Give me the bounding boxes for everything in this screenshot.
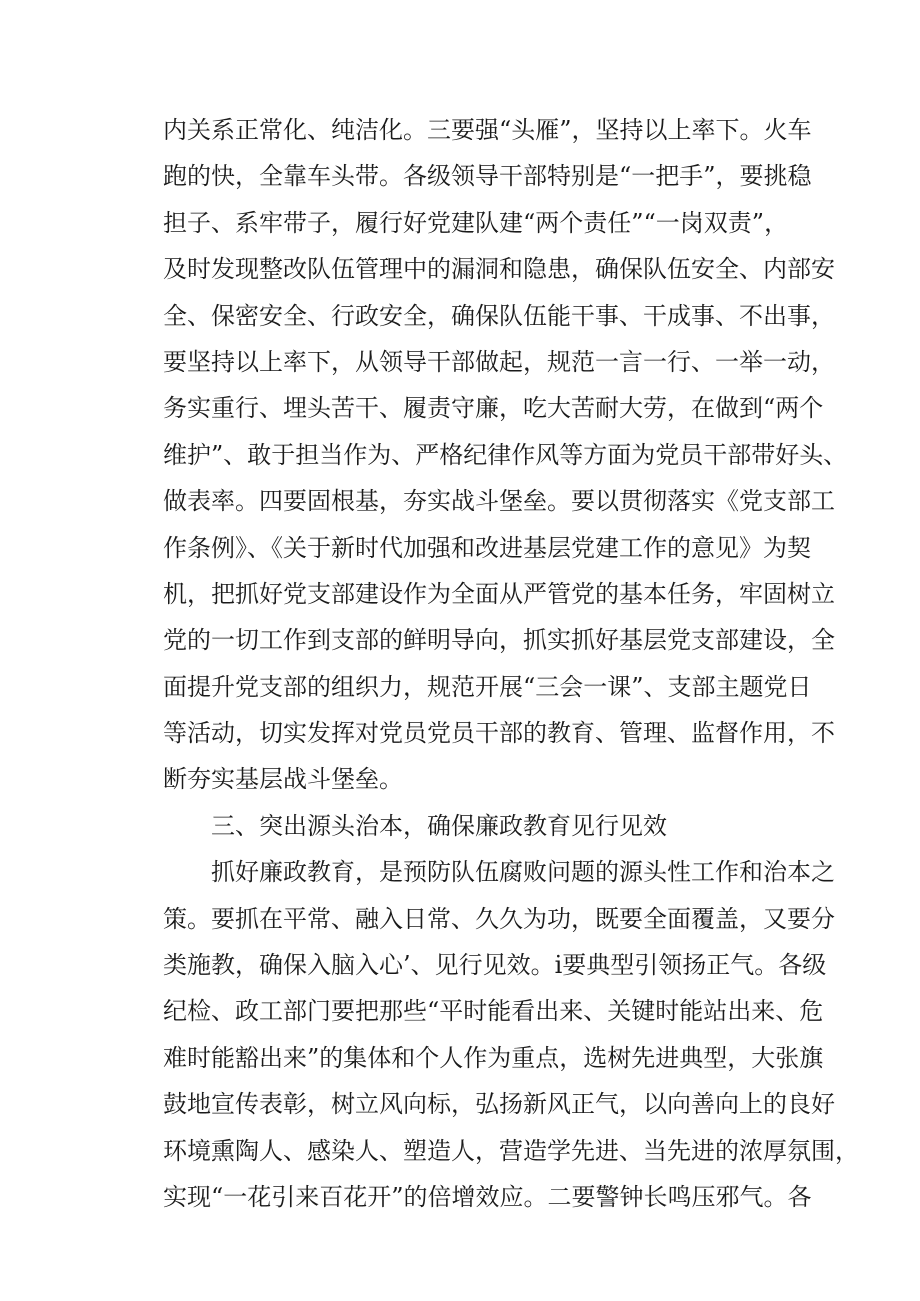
text-line: 三、突出源头治本，确保廉政教育见行见效 [211,811,667,840]
text-line: 等活动，切实发挥对党员党员干部的教育、管理、监督作用，不 [163,719,835,748]
text-line: 维护”、敢于担当作为、严格纪律作风等方面为党员干部带好头、 [163,440,848,469]
text-line: 党的一切工作到支部的鲜明导向，抓实抓好基层党支部建设，全 [163,626,835,655]
text-line: 纪检、政工部门要把那些“平时能看出来、关键时能站出来、危 [163,997,824,1026]
text-line: 环境熏陶人、感染人、塑造人，营造学先进、当先进的浓厚氛围， [163,1136,859,1165]
text-line: 内关系正常化、纯洁化。三要强“头雁”，坚持以上率下。火车 [163,116,812,144]
text-line: 鼓地宣传表彰，树立风向标，弘扬新风正气，以向善向上的良好 [163,1090,835,1119]
text-line: 跑的快，全靠车头带。各级领导干部特别是“一把手”，要挑稳 [163,162,812,191]
text-line: 难时能豁出来”的集体和个人作为重点，选树先进典型，大张旗 [163,1043,824,1072]
body-text [163,107,859,1220]
text-line: 做表率。四要固根基，夯实战斗堡垒。要以贯彻落实《党支部工 [163,487,835,516]
text-line: 作条例》、《关于新时代加强和改进基层党建工作的意见》为契 [163,533,811,562]
text-line: 机，把抓好党支部建设作为全面从严管党的基本任务，牢固树立 [163,579,835,608]
text-line: 类施教，确保入脑入心’、见行见效。i要典型引领扬正气。各级 [163,951,827,980]
text-line: 实现“一花引来百花开”的倍增效应。二要警钟长鸣压邪气。各 [163,1182,812,1211]
text-line: 担子、系牢带子，履行好党建队建“两个责任”“一岗双责”， [163,208,789,237]
text-line: 全、保密安全、行政安全，确保队伍能干事、干成事、不出事， [163,301,835,330]
text-line: 及时发现整改队伍管理中的漏洞和隐患，确保队伍安全、内部安 [163,255,835,284]
text-line: 要坚持以上率下，从领导干部做起，规范一言一行、一举一动， [163,347,835,376]
text-line: 策。要抓在平常、融入日常、久久为功，既要全面覆盖，又要分 [163,904,835,933]
text-line: 断夯实基层战斗堡垒。 [163,765,403,794]
text-line: 抓好廉政教育，是预防队伍腐败问题的源头性工作和治本之 [211,858,835,887]
text-line: 务实重行、埋头苦干、履责守廉，吃大苦耐大劳，在做到“两个 [163,394,824,423]
text-line: 面提升党支部的组织力，规范开展“三会一课”、支部主题党日 [163,672,812,701]
